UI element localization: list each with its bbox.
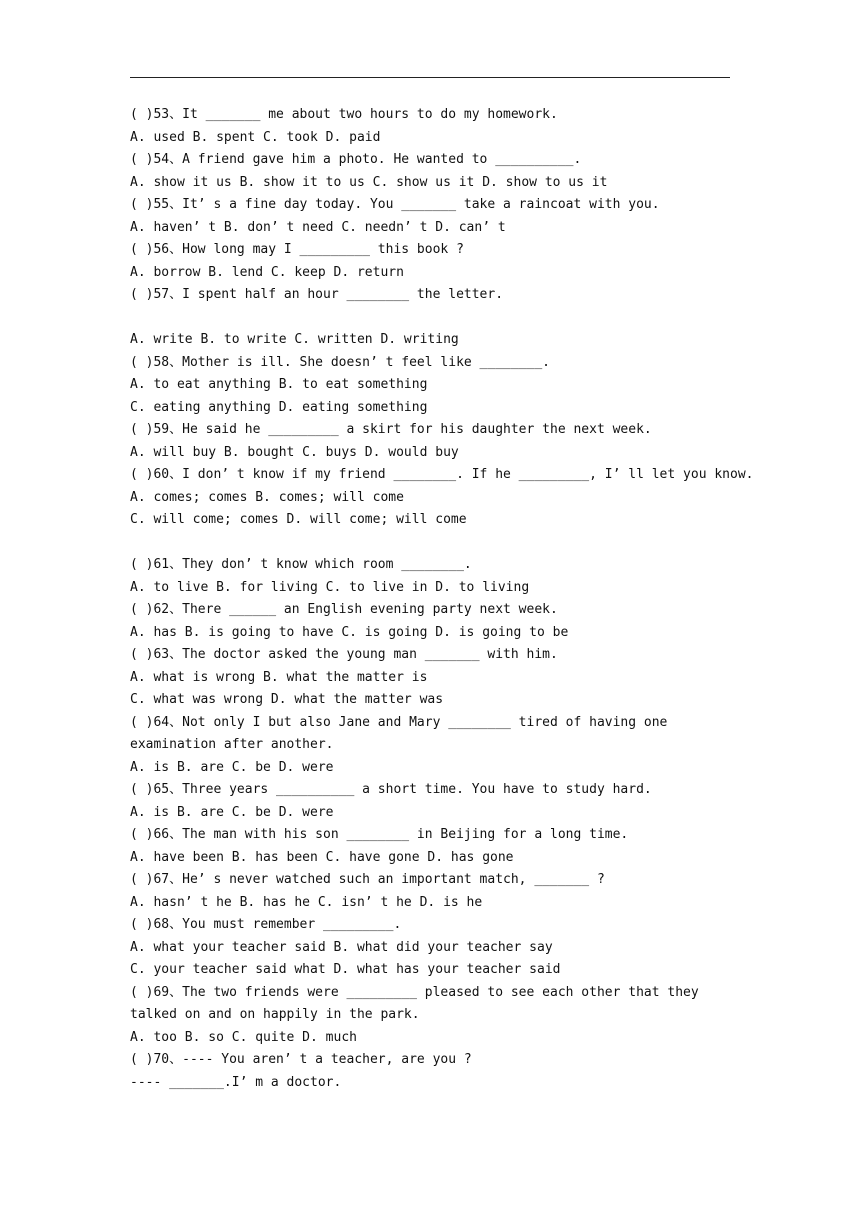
question-text: ( )59、He said he _________ a skirt for his daughter the next week.: [130, 422, 652, 437]
answer-options: A. comes; comes B. comes; will come: [130, 489, 404, 505]
question-text: ( )61、They don’ t know which room ________.: [130, 557, 472, 572]
question-text: ( )67、He’ s never watched such an important match, _______ ?: [130, 872, 605, 887]
question-text: ( )55、It’ s a fine day today. You _______ take a raincoat with you.: [130, 197, 660, 212]
question-text: ( )63、The doctor asked the young man _______ with him.: [130, 647, 558, 662]
answer-options: A. hasn’ t he B. has he C. isn’ t he D. is he: [130, 894, 483, 910]
question-text: ( )53、It _______ me about two hours to do my homework.: [130, 107, 558, 122]
question-text: ( )68、You must remember _________.: [130, 917, 402, 932]
answer-options: A. is B. are C. be D. were: [130, 804, 334, 820]
answer-options: A. what is wrong B. what the matter is: [130, 669, 428, 685]
answer-options: A. haven’ t B. don’ t need C. needn’ t D. can’ t: [130, 219, 506, 235]
answer-options: C. eating anything D. eating something: [130, 399, 428, 415]
answer-options: C. what was wrong D. what the matter was: [130, 692, 444, 707]
answer-options: A. borrow B. lend C. keep D. return: [130, 264, 404, 280]
question-text: ( )69、The two friends were _________ pleased to see each other that they talked on and on happily in the park.: [130, 984, 707, 1022]
answer-options: C. will come; comes D. will come; will come: [130, 512, 467, 527]
question-text: ( )65、Three years __________ a short time. You have to study hard.: [130, 782, 652, 797]
question-text: ( )58、Mother is ill. She doesn’ t feel like ________.: [130, 354, 550, 370]
question-text: ( )62、There ______ an English evening party next week.: [130, 602, 558, 617]
spacer: [130, 307, 734, 330]
question-text: ( )60、I don’ t know if my friend ________. If he _________, I’ ll let you know.: [130, 467, 754, 482]
header-rule: [130, 77, 730, 78]
spacer: [130, 532, 734, 555]
question-text: ( )64、Not only I but also Jane and Mary ________ tired of having one examination after another.: [130, 714, 676, 752]
answer-options: A. too B. so C. quite D. much: [130, 1029, 357, 1045]
answer-options: A. used B. spent C. took D. paid: [130, 129, 381, 145]
answer-options: A. show it us B. show it to us C. show us it D. show to us it: [130, 174, 608, 190]
question-text: ( )66、The man with his son ________ in Beijing for a long time.: [130, 827, 629, 842]
answer-options: A. will buy B. bought C. buys D. would buy: [130, 444, 459, 460]
answer-options: A. have been B. has been C. have gone D. has gone: [130, 849, 514, 865]
answer-options: C. your teacher said what D. what has your teacher said: [130, 962, 561, 977]
question-list: [130, 104, 754, 1094]
answer-options: A. what your teacher said B. what did your teacher say: [130, 939, 553, 955]
answer-options: A. has B. is going to have C. is going D. is going to be: [130, 624, 569, 640]
question-text: ( )56、How long may I _________ this book ?: [130, 242, 464, 257]
answer-options: A. is B. are C. be D. were: [130, 759, 334, 775]
answer-options: A. to live B. for living C. to live in D. to living: [130, 579, 530, 595]
question-text: ( )54、A friend gave him a photo. He wanted to __________.: [130, 152, 582, 167]
question-text: ( )70、---- You aren’ t a teacher, are you ?: [130, 1052, 472, 1067]
answer-options: A. to eat anything B. to eat something: [130, 377, 428, 392]
answer-options: A. write B. to write C. written D. writing: [130, 332, 459, 347]
question-text: ( )57、I spent half an hour ________ the letter.: [130, 287, 504, 302]
answer-options: ---- _______.I’ m a doctor.: [130, 1074, 342, 1090]
